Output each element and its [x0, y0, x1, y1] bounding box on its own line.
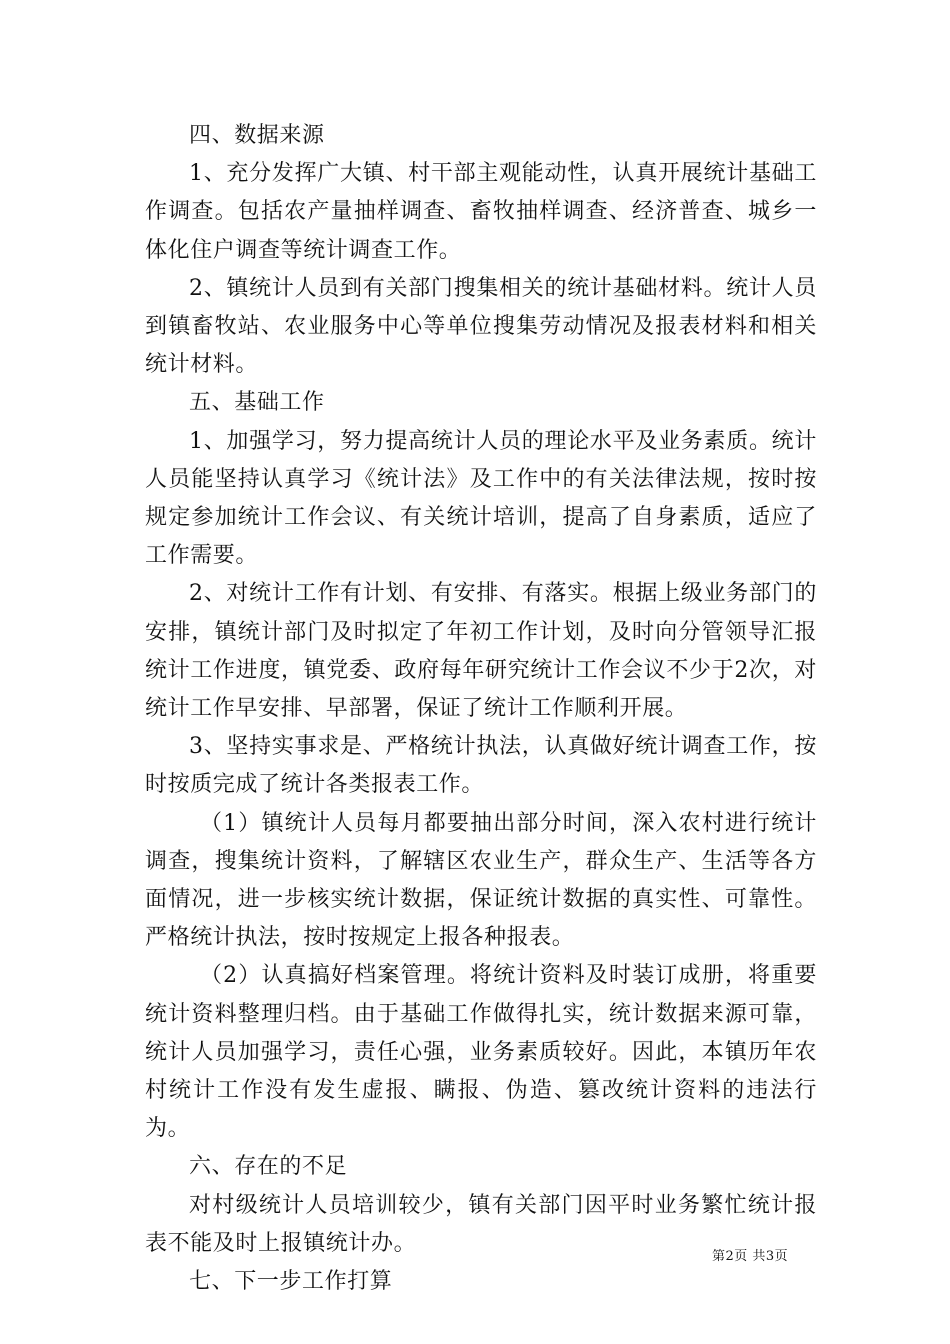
section-heading-data-source: 四、数据来源 [189, 123, 325, 148]
section-heading-shortcomings: 六、存在的不足 [189, 1154, 348, 1180]
sub-paragraph: （2）认真搞好档案管理。将统计资料及时装订成册，将重要统计资料整理归档。由于基础工作做得扎实，统计数据来源可靠，统计人员加强学习，责任心强，业务素质较好。因此，本镇历年农村统计工作没有发生虚报、瞒报、伪造、篡改统计资料的违法行为。 [145, 963, 817, 1142]
paragraph: 2、对统计工作有计划、有安排、有落实。根据上级业务部门的安排，镇统计部门及时拟定了年初工作计划，及时向分管领导汇报统计工作进度，镇党委、政府每年研究统计工作会议不少于2次，对统计工作早安排、早部署，保证了统计工作顺利开展。 [145, 581, 817, 722]
section-heading-basic-work: 五、基础工作 [189, 390, 325, 416]
document-body [145, 117, 817, 1301]
paragraph: 2、镇统计人员到有关部门搜集相关的统计基础材料。统计人员到镇畜牧站、农业服务中心等单位搜集劳动情况及报表材料和相关统计材料。 [145, 275, 817, 378]
sub-paragraph: （1）镇统计人员每月都要抽出部分时间，深入农村进行统计调查，搜集统计资料，了解辖区农业生产，群众生产、生活等各方面情况，进一步核实统计数据，保证统计数据的真实性、可靠性。严格统计执法，按时按规定上报各种报表。 [145, 810, 817, 951]
paragraph: 1、加强学习，努力提高统计人员的理论水平及业务素质。统计人员能坚持认真学习《统计法》及工作中的有关法律法规，按时按规定参加统计工作会议、有关统计培训，提高了自身素质，适应了工作需要。 [145, 428, 817, 569]
page-number: 第2页 共3页 [712, 1249, 789, 1264]
paragraph: 1、充分发挥广大镇、村干部主观能动性，认真开展统计基础工作调查。包括农产量抽样调查、畜牧抽样调查、经济普查、城乡一体化住户调查等统计调查工作。 [145, 161, 817, 263]
section-heading-next-steps: 七、下一步工作打算 [189, 1269, 393, 1295]
paragraph: 对村级统计人员培训较少，镇有关部门因平时业务繁忙统计报表不能及时上报镇统计办。 [145, 1192, 817, 1256]
paragraph: 3、坚持实事求是、严格统计执法，认真做好统计调查工作，按时按质完成了统计各类报表工作。 [145, 734, 817, 798]
